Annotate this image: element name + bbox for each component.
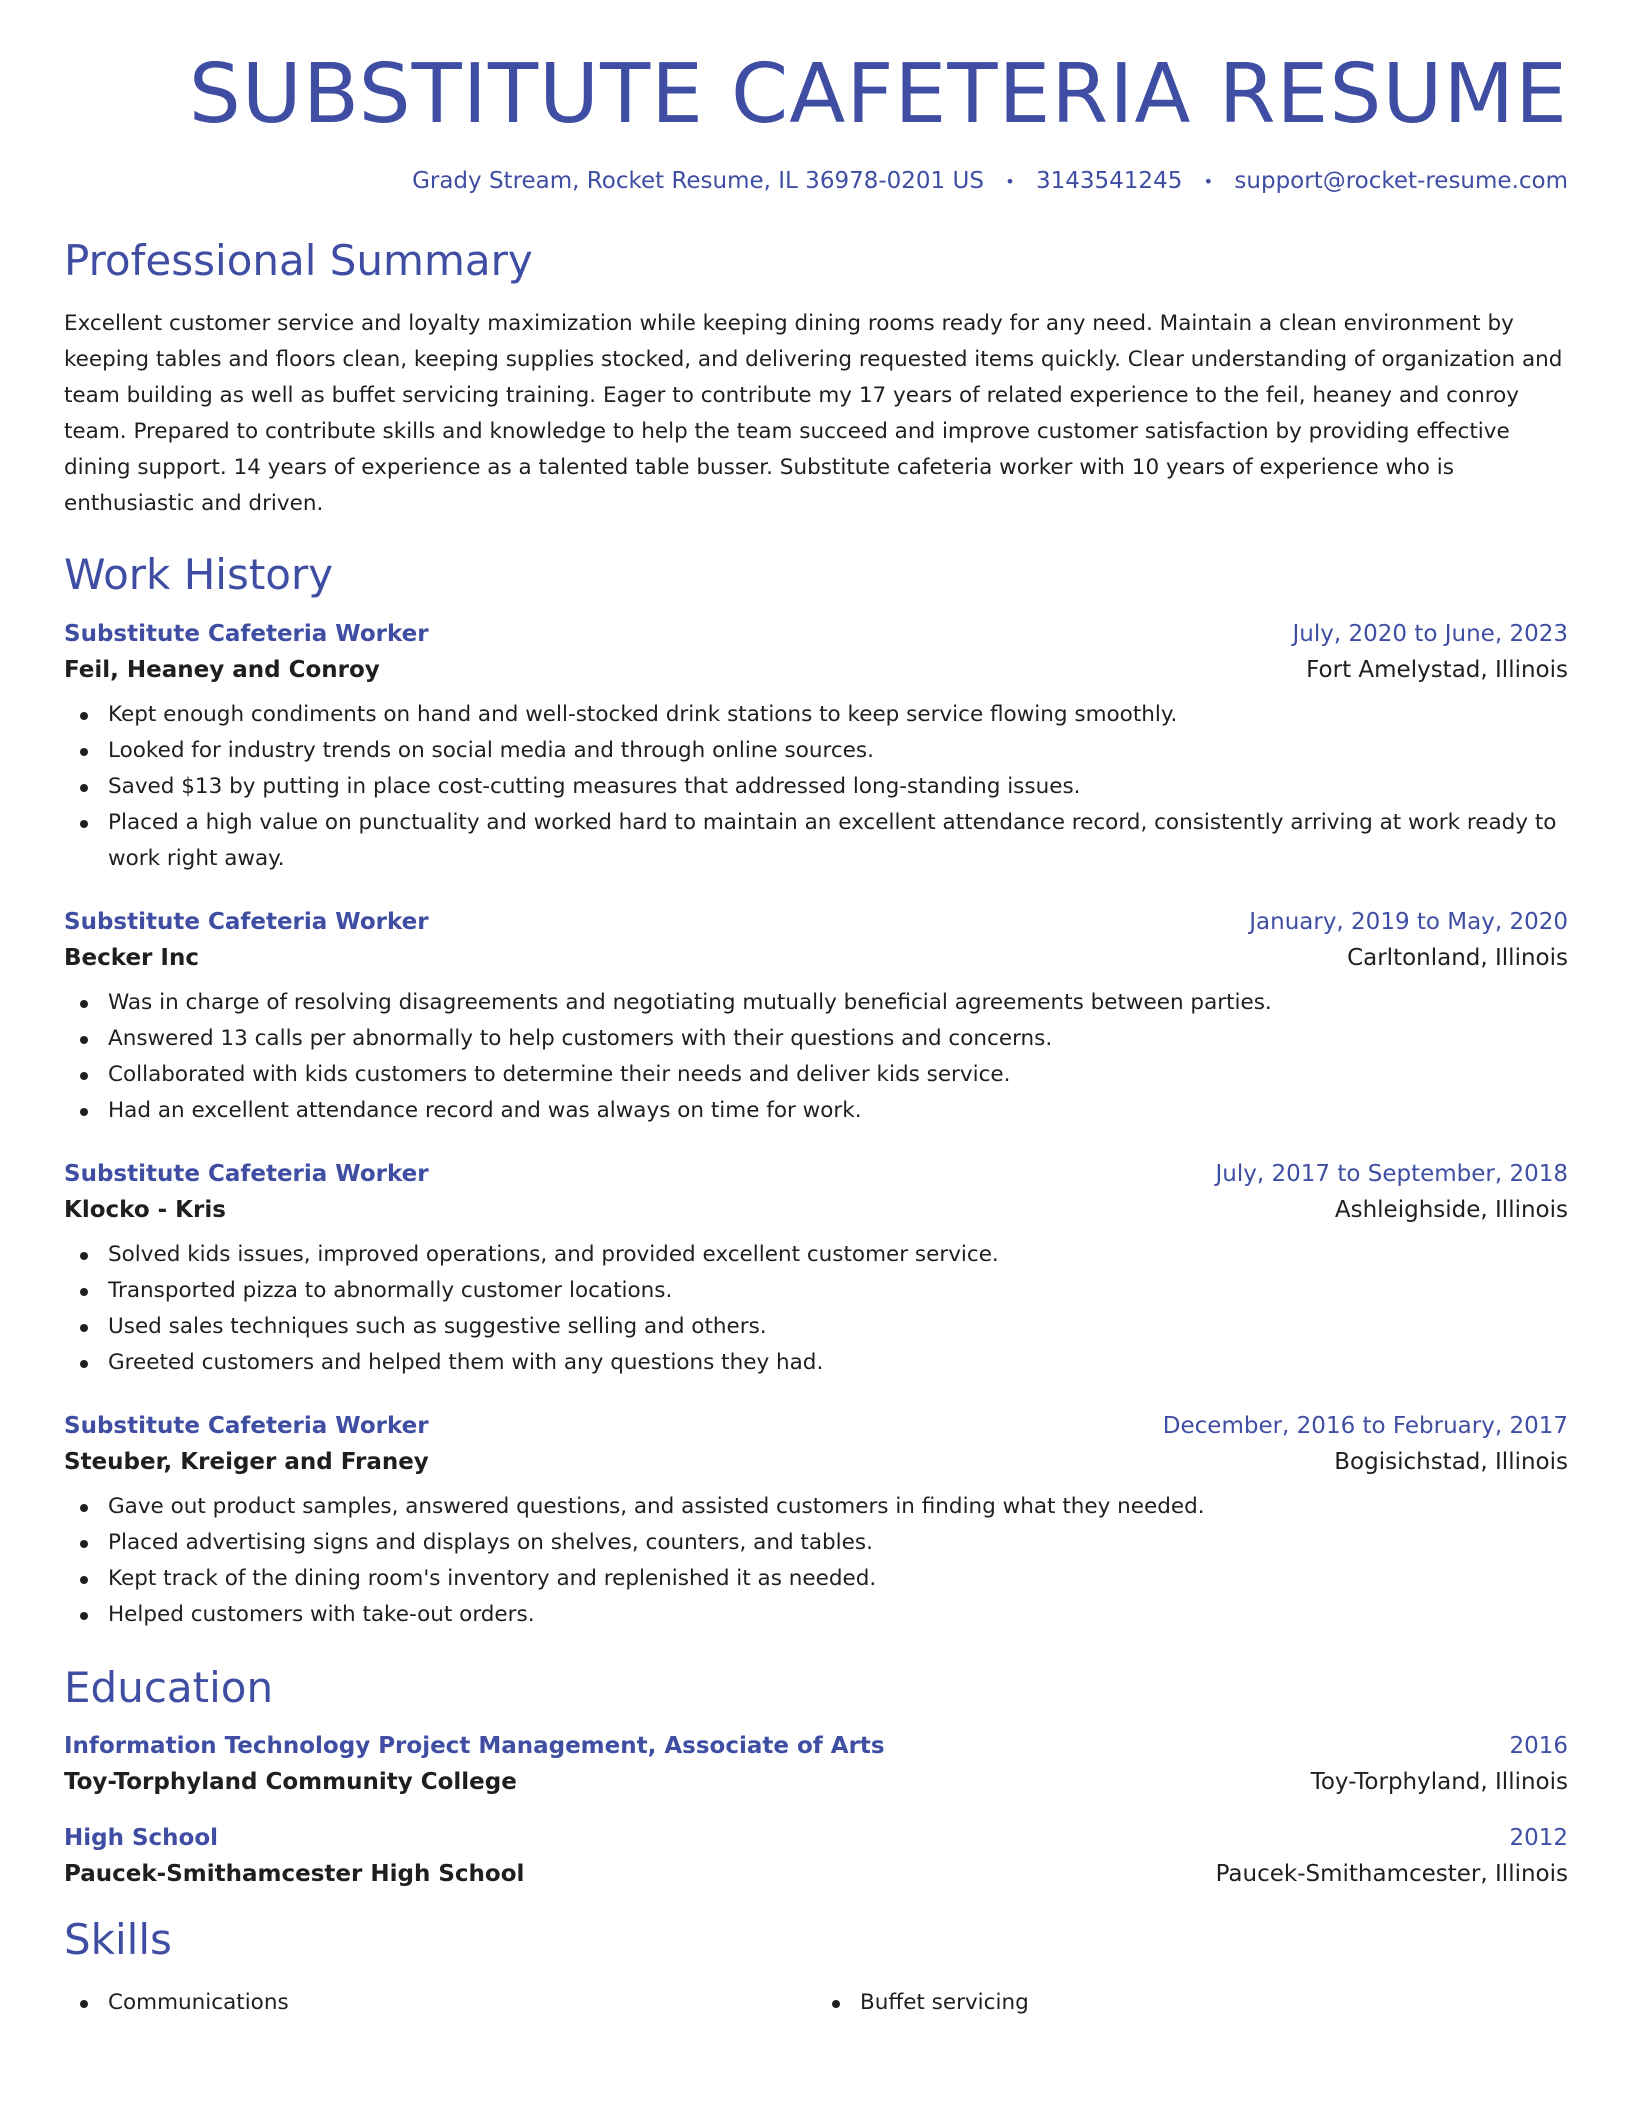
job-bullets [64,697,1568,877]
degree-title: High School [64,1824,219,1851]
resume-title: SUBSTITUTE CAFETERIA RESUME [188,47,1568,142]
work-history-heading: Work History [64,550,334,600]
company-name: Feil, Heaney and Conroy [64,656,380,683]
summary-text: Excellent customer service and loyalty maximization while keeping dining rooms ready for any need. Maintain a clean environment by keeping tables and floors clean, keeping supplies stocked, and delivering requested items quickly. Clear understanding of organization and team building as well as buffet servicing training. Eager to contribute my 17 years of related experience to the feil, heaney and conroy team. Prepared to contribute skills and knowledge to help the team succeed and improve customer satisfaction by providing effective dining support. 14 years of experience as a talented table busser. Substitute cafeteria worker with 10 years of experience who is enthusiastic and driven. [64,311,1563,517]
job-location: Bogisichstad, Illinois [1334,1448,1568,1475]
skills-column-left [64,1985,816,2021]
job-location: Carltonland, Illinois [1347,944,1568,971]
company-name: Becker Inc [64,944,199,971]
job-bullet: Helped customers with take-out orders. [64,1597,1568,1633]
job-title: Substitute Cafeteria Worker [64,1160,429,1187]
contact-email: support@rocket-resume.com [1234,168,1568,195]
contact-separator: • [1005,172,1015,192]
education-entry [64,1825,1568,1887]
job-bullet: Collaborated with kids customers to determine their needs and deliver kids service. [64,1057,1568,1093]
job-bullet: Placed a high value on punctuality and worked hard to maintain an excellent attendance record, consistently arriving at work ready to work right away. [64,805,1568,877]
job-bullet: Kept enough condiments on hand and well-stocked drink stations to keep service flowing smoothly. [64,697,1568,733]
job-title: Substitute Cafeteria Worker [64,620,429,647]
education-heading: Education [64,1662,274,1712]
job-bullet: Saved $13 by putting in place cost-cutting measures that addressed long-standing issues. [64,769,1568,805]
job-bullet: Used sales techniques such as suggestive selling and others. [64,1309,1568,1345]
job-dates: July, 2017 to September, 2018 [1215,1160,1568,1187]
job-title: Substitute Cafeteria Worker [64,1412,429,1439]
company-name: Klocko - Kris [64,1196,226,1223]
job-entry [64,1413,1568,1633]
job-bullet: Gave out product samples, answered questions, and assisted customers in finding what they needed. [64,1489,1568,1525]
school-location: Paucek-Smithamcester, Illinois [1215,1860,1568,1887]
job-dates: July, 2020 to June, 2023 [1292,620,1568,647]
job-bullet: Kept track of the dining room's inventory and replenished it as needed. [64,1561,1568,1597]
job-entry [64,1161,1568,1381]
job-entry [64,621,1568,877]
school-name: Paucek-Smithamcester High School [64,1860,525,1887]
job-bullets [64,985,1568,1129]
skills-list [64,1985,1568,2021]
degree-title: Information Technology Project Management, Associate of Arts [64,1732,885,1759]
job-dates: January, 2019 to May, 2020 [1249,908,1568,935]
contact-line [64,168,1568,194]
summary-heading: Professional Summary [64,236,533,286]
job-bullet: Solved kids issues, improved operations, and provided excellent customer service. [64,1237,1568,1273]
job-bullet: Greeted customers and helped them with any questions they had. [64,1345,1568,1381]
job-location: Fort Amelystad, Illinois [1306,656,1568,683]
job-bullets [64,1237,1568,1381]
contact-phone: 3143541245 [1036,168,1183,195]
skills-column-right [816,1985,1568,2021]
job-dates: December, 2016 to February, 2017 [1162,1412,1568,1439]
job-location: Ashleighside, Illinois [1334,1196,1568,1223]
contact-address: Grady Stream, Rocket Resume, IL 36978-0201 US [412,168,984,195]
job-bullet: Transported pizza to abnormally customer locations. [64,1273,1568,1309]
job-bullets [64,1489,1568,1633]
company-name: Steuber, Kreiger and Franey [64,1448,429,1475]
skills-heading: Skills [64,1914,172,1964]
job-bullet: Was in charge of resolving disagreements and negotiating mutually beneficial agreements between parties. [64,985,1568,1021]
job-entry [64,909,1568,1129]
job-bullet: Had an excellent attendance record and was always on time for work. [64,1093,1568,1129]
education-year: 2012 [1509,1824,1568,1851]
job-title: Substitute Cafeteria Worker [64,908,429,935]
job-bullet: Placed advertising signs and displays on shelves, counters, and tables. [64,1525,1568,1561]
school-name: Toy-Torphyland Community College [64,1768,517,1795]
skill-item: Buffet servicing [816,1985,1568,2021]
education-entry [64,1733,1568,1795]
contact-separator: • [1203,172,1214,192]
job-bullet: Looked for industry trends on social media and through online sources. [64,733,1568,769]
skill-item: Communications [64,1985,816,2021]
school-location: Toy-Torphyland, Illinois [1310,1768,1568,1795]
job-bullet: Answered 13 calls per abnormally to help customers with their questions and concerns. [64,1021,1568,1057]
education-year: 2016 [1509,1732,1568,1759]
